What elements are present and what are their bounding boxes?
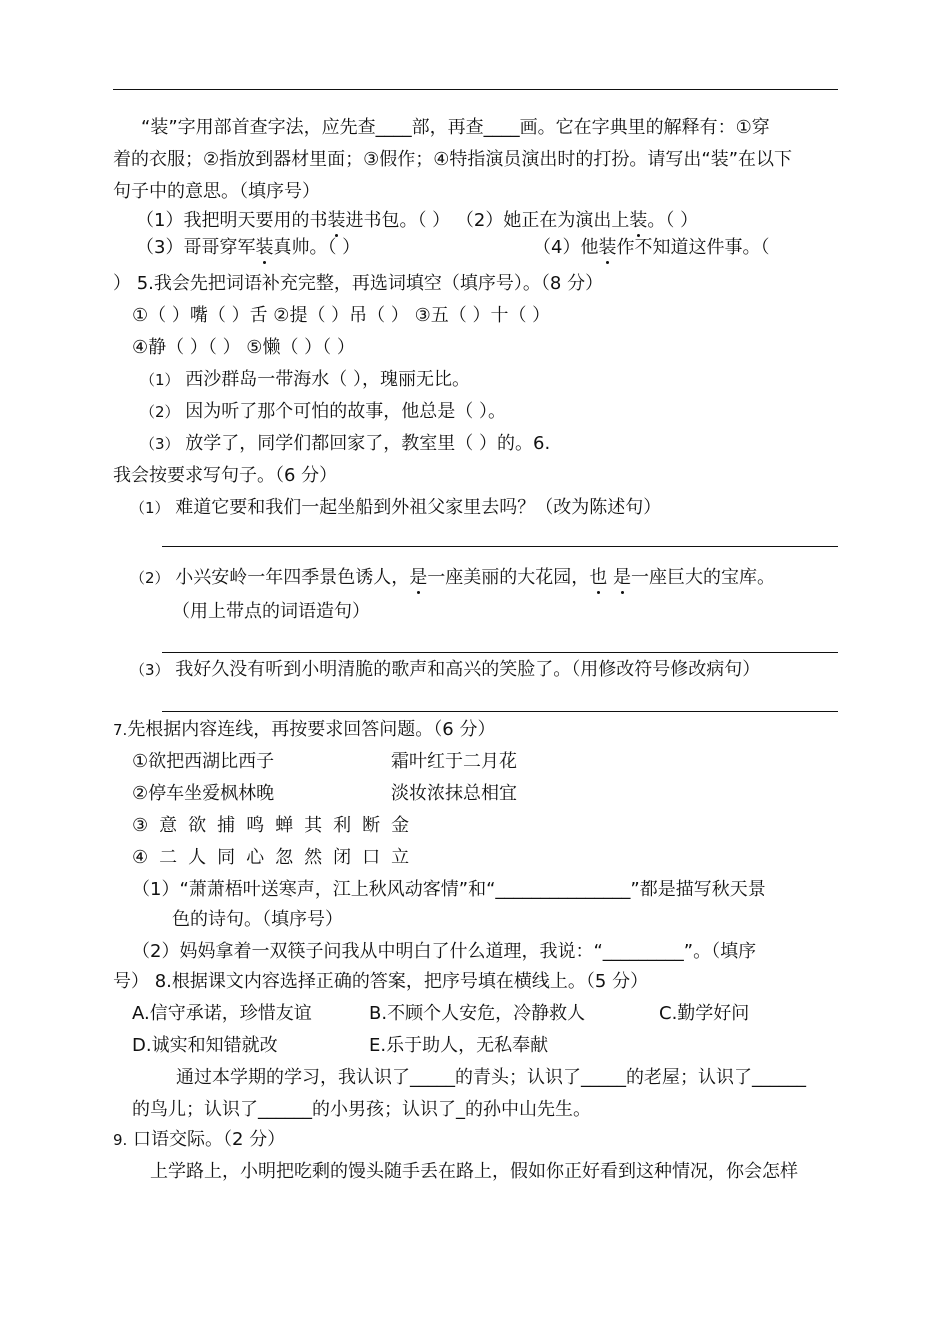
q4-s1-text-a: （1）我把明天要用的书 xyxy=(136,210,328,231)
q6-s2-num: （2） xyxy=(130,569,170,587)
q8-text-1: 通过本学期的学习，我认识了_____的青头；认识了_____的老屋；认识了______ xyxy=(176,1067,806,1088)
q8-option-b: B.不顾个人安危，冷静救人 xyxy=(369,1003,586,1024)
q7-title xyxy=(113,718,495,742)
q5-sentence-2 xyxy=(140,400,506,424)
q9-title-text: 口语交际。（2 分） xyxy=(133,1129,286,1150)
q6-s1-num: （1） xyxy=(130,499,170,517)
q4-sentence-4 xyxy=(533,236,769,260)
dotted-char: 是 xyxy=(613,567,632,588)
answer-line-1 xyxy=(162,546,838,547)
q6-s2-text-b: 一座美丽的大花园， xyxy=(427,567,590,588)
q5-s2-num: （2） xyxy=(140,403,180,421)
q7-poem-right-2: 淡妆浓抹总相宜 xyxy=(391,783,517,804)
q9-text-1: 上学路上，小明把吃剩的馒头随手丢在路上，假如你正好看到这种情况，你会怎样 xyxy=(150,1161,798,1182)
q6-s3-num: （3） xyxy=(130,661,170,679)
q6-sentence-3 xyxy=(130,658,760,682)
q4-sentence-1-2 xyxy=(136,209,698,233)
q5-s1-text: 西沙群岛一带海水（ ），瑰丽无比。 xyxy=(185,369,471,390)
q5-words-row-1: ①（ ）嘴（ ）舌 ②提（ ）吊（ ） ③五（ ）十（ ） xyxy=(132,305,551,326)
q6-s2-text-c: 一座巨大的宝库。 xyxy=(631,567,776,588)
dotted-char: 装 xyxy=(327,210,346,231)
q9-title xyxy=(113,1128,285,1152)
q6-s1-text: 难道它要和我们一起坐船到外祖父家里去吗？（改为陈述句） xyxy=(175,497,662,518)
q7-proverb-row-4: ④二人同心忽然闭口立 xyxy=(132,847,421,868)
q5-sentence-3 xyxy=(140,432,550,456)
q5-title: ） 5.我会先把词语补充完整，再选词填空（填序号）。（8 分） xyxy=(113,273,604,294)
q4-intro-line-2: 着的衣服；②指放到器材里面；③假作；④特指演员演出时的打扮。请写出“装”在以下 xyxy=(113,149,793,170)
q6-title: 我会按要求写句子。（6 分） xyxy=(113,465,338,486)
q5-sentence-1 xyxy=(140,368,470,392)
dotted-char: 装 xyxy=(598,237,617,258)
q5-words-row-2: ④静（ ）（ ） ⑤懒（ ）（ ） xyxy=(132,337,355,358)
q4-s3-text-a: （3）哥哥穿军 xyxy=(136,237,256,258)
q9-title-num: 9. xyxy=(113,1131,128,1149)
q5-s3-num: （3） xyxy=(140,435,180,453)
q6-sentence-2 xyxy=(130,566,775,590)
q6-s3-text: 我好久没有听到小明清脆的歌声和高兴的笑脸了。（用修改符号修改病句） xyxy=(175,659,761,680)
q8-option-a: A.信守承诺，珍惜友谊 xyxy=(132,1003,312,1024)
q8-text-2: 的鸟儿；认识了______的小男孩；认识了_的孙中山先生。 xyxy=(132,1099,591,1120)
q8-option-e: E.乐于助人，无私奉献 xyxy=(369,1035,549,1056)
q4-intro-line-3: 句子中的意思。（填序号） xyxy=(113,181,320,202)
q7-poem-right-1: 霜叶红于二月花 xyxy=(391,751,517,772)
q4-s3-text-b: 真帅。（ ） xyxy=(273,237,361,258)
q5-s2-text: 因为听了那个可怕的故事，他总是（ ）。 xyxy=(185,401,507,422)
q6-sentence-1 xyxy=(130,496,661,520)
q7-question-1-b: 色的诗句。（填序号） xyxy=(172,909,343,930)
q7-question-2-a: （2）妈妈拿着一双筷子问我从中明白了什么道理，我说：“_________”。（填序 xyxy=(132,941,757,962)
dotted-char: 也 xyxy=(589,567,608,588)
q8-option-c: C.勤学好问 xyxy=(659,1003,750,1024)
q7-title-text: 先根据内容连线，再按要求回答问题。（6 分） xyxy=(127,719,496,740)
q7-poem-left-2: ②停车坐爱枫林晚 xyxy=(132,783,275,804)
dotted-char: 是 xyxy=(409,567,428,588)
q5-s3-text: 放学了，同学们都回家了，教室里（ ）的。6. xyxy=(185,433,551,454)
q8-option-d: D.诚实和知错就改 xyxy=(132,1035,278,1056)
q7-title-num: 7. xyxy=(113,721,128,739)
dotted-char: 装 xyxy=(255,237,274,258)
q6-sentence-2-hint: （用上带点的词语造句） xyxy=(172,601,370,622)
q6-s2-text-a: 小兴安岭一年四季景色诱人， xyxy=(175,567,410,588)
q7-poem-left-1: ①欲把西湖比西子 xyxy=(132,751,275,772)
top-rule xyxy=(113,89,838,90)
q4-intro-line-1: “装”字用部首查字法，应先查____部，再查____画。它在字典里的解释有：①穿 xyxy=(141,117,770,138)
q4-sentence-3 xyxy=(136,236,360,260)
q4-s1-text-b: 进书包。（ ） （2）她正在为演出上 xyxy=(345,210,630,231)
q4-s4-text-a: （4）他 xyxy=(533,237,599,258)
q7-question-1-a: （1）“萧萧梧叶送寒声，江上秋风动客情”和“_______________”都是描写秋天景 xyxy=(132,879,766,900)
answer-line-2 xyxy=(162,652,838,653)
q4-s4-text-b: 作不知道这件事。（ xyxy=(616,237,770,258)
q7-question-2-b: 号） 8.根据课文内容选择正确的答案，把序号填在横线上。（5 分） xyxy=(113,971,649,992)
q4-s2-text-b: 。（ ） xyxy=(647,210,699,231)
q5-s1-num: （1） xyxy=(140,371,180,389)
q7-proverb-row-3: ③意欲捕鸣蝉其利断金 xyxy=(132,815,421,836)
dotted-char: 装 xyxy=(629,210,648,231)
answer-line-3 xyxy=(162,711,838,712)
